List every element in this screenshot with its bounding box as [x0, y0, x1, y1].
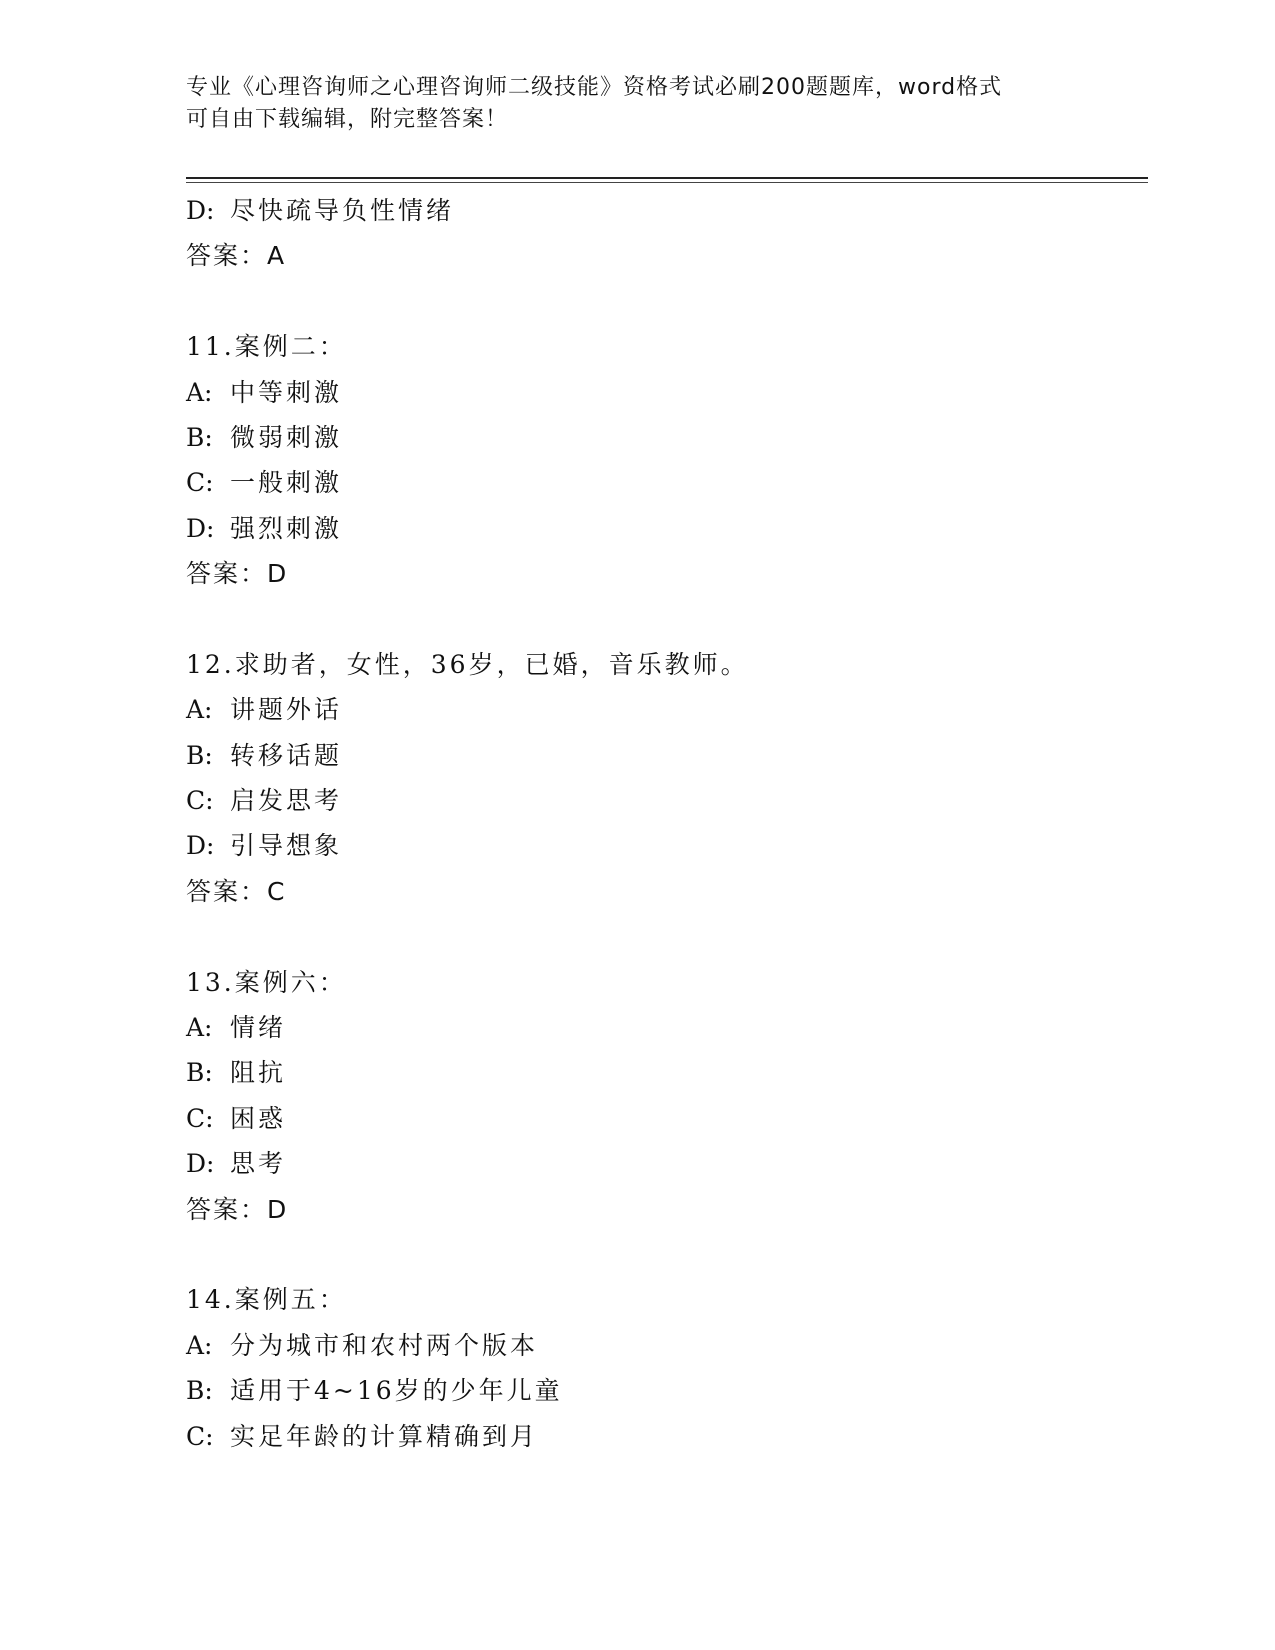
question-stem: 14.案例五： [186, 1285, 347, 1315]
option-letter: C: [186, 468, 214, 498]
option-letter: B: [186, 422, 213, 452]
option-row [186, 415, 1146, 460]
option-letter: A: [186, 695, 213, 725]
option-row [186, 1323, 1146, 1368]
document-header [186, 72, 1086, 136]
option-text: 一般刺激 [230, 468, 343, 498]
option-row [186, 687, 1146, 732]
answer-line: 答案：D [186, 559, 289, 589]
option-text: 实足年龄的计算精确到月 [230, 1421, 539, 1451]
spacer [186, 279, 1146, 324]
option-row [186, 460, 1146, 505]
answer-line: 答案：C [186, 876, 287, 906]
option-row [186, 506, 1146, 551]
answer-line: 答案：A [186, 241, 287, 271]
option-text: 阻抗 [230, 1058, 287, 1088]
header-divider-thin [186, 182, 1148, 183]
option-text: 思考 [230, 1149, 287, 1179]
option-text: 转移话题 [230, 740, 343, 770]
spacer [186, 1232, 1146, 1277]
option-row [186, 823, 1146, 868]
option-row [186, 1005, 1146, 1050]
option-letter: D: [186, 1149, 215, 1179]
header-line-2: 可自由下载编辑，附完整答案！ [186, 107, 509, 132]
option-letter: B: [186, 1376, 213, 1406]
question-stem: 12.求助者，女性，36岁，已婚，音乐教师。 [186, 649, 749, 679]
header-divider-thick [186, 177, 1148, 179]
option-row [186, 1050, 1146, 1095]
option-letter: D: [186, 196, 215, 225]
option-text: 尽快疏导负性情绪 [230, 196, 455, 225]
option-text: 微弱刺激 [230, 422, 343, 452]
option-text: 情绪 [230, 1013, 287, 1043]
option-letter: A: [186, 377, 213, 407]
option-letter: C: [186, 1103, 214, 1133]
spacer [186, 597, 1146, 642]
option-row [186, 778, 1146, 823]
option-letter: D: [186, 513, 215, 543]
option-row [186, 1141, 1146, 1186]
option-row [186, 1096, 1146, 1141]
option-text: 启发思考 [230, 786, 343, 816]
question-stem: 13.案例六： [186, 967, 347, 997]
option-text: 中等刺激 [230, 377, 343, 407]
option-letter: A: [186, 1330, 213, 1360]
option-letter: D: [186, 831, 215, 861]
spacer [186, 914, 1146, 959]
answer-line: 答案：D [186, 1194, 289, 1224]
option-text: 讲题外话 [230, 695, 343, 725]
option-text: 困惑 [230, 1103, 287, 1133]
option-text: 分为城市和农村两个版本 [230, 1330, 539, 1360]
question-stem: 11.案例二： [186, 332, 347, 362]
option-text: 引导想象 [230, 831, 343, 861]
header-line-1: 专业《心理咨询师之心理咨询师二级技能》资格考试必刷200题题库，word格式 [186, 75, 1003, 100]
option-row [186, 733, 1146, 778]
option-letter: A: [186, 1013, 213, 1043]
option-text: 强烈刺激 [230, 513, 343, 543]
option-row [186, 188, 1146, 233]
question-list [186, 188, 1146, 1459]
option-row [186, 1368, 1146, 1413]
option-row [186, 370, 1146, 415]
option-row [186, 1414, 1146, 1459]
option-letter: B: [186, 1058, 213, 1088]
option-letter: C: [186, 786, 214, 816]
option-text: 适用于4~16岁的少年儿童 [230, 1376, 563, 1406]
option-letter: C: [186, 1421, 214, 1451]
option-letter: B: [186, 740, 213, 770]
